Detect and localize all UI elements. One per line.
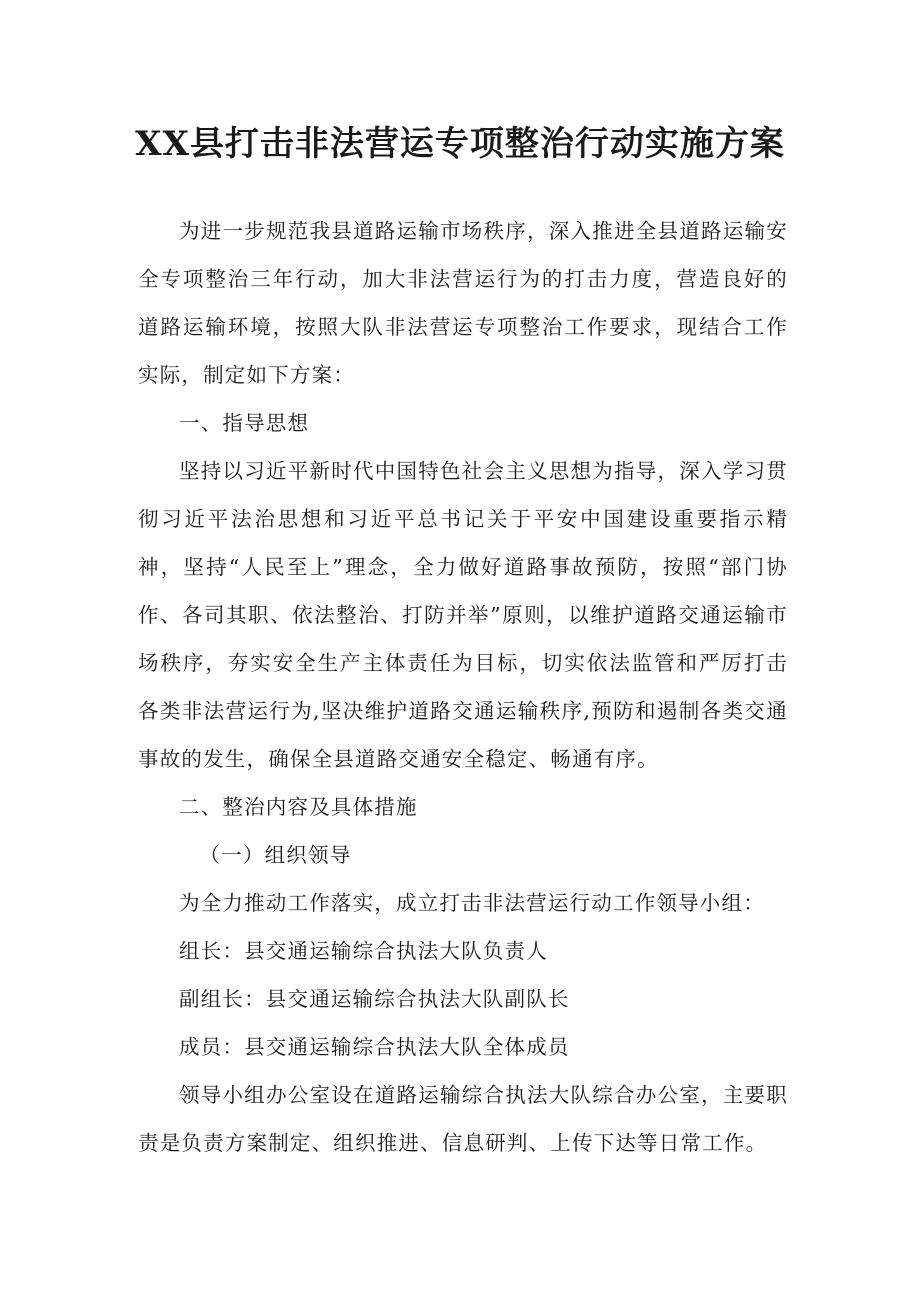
organization-lead-line: 为全力推动工作落实，成立打击非法营运行动工作领导小组：: [179, 891, 765, 915]
subsection-heading-organization: （一）组织领导: [199, 843, 352, 867]
deputy-leader-line: 副组长：县交通运输综合执法大队副队长: [179, 987, 570, 1011]
section-heading-guiding-thought: 一、指导思想: [179, 411, 310, 435]
office-paragraph: 领导小组办公室设在道路运输综合执法大队综合办公室，主要职责是负责方案制定、组织推进、信息研判、上传下达等日常工作。: [138, 1083, 788, 1155]
members-line: 成员：县交通运输综合执法大队全体成员: [179, 1035, 570, 1059]
guiding-thought-paragraph: 坚持以习近平新时代中国特色社会主义思想为指导，深入学习贯彻习近平法治思想和习近平总书记关于平安中国建设重要指示精神，坚持“人民至上”理念，全力做好道路事故预防，按照“部门协作、各司其职、依法整治、打防并举”原则，以维护道路交通运输市场秩序，夯实安全生产主体责任为目标，切实依法监管和严厉打击各类非法营运行为,坚决维护道路交通运输秩序,预防和遏制各类交通事故的发生，确保全县道路交通安全稳定、畅通有序。: [138, 459, 788, 771]
group-leader-line: 组长：县交通运输综合执法大队负责人: [179, 939, 548, 963]
section-heading-content-measures: 二、整治内容及具体措施: [179, 795, 418, 819]
document-body: [138, 207, 788, 1167]
intro-paragraph: 为进一步规范我县道路运输市场秩序，深入推进全县道路运输安全专项整治三年行动，加大非法营运行为的打击力度，营造良好的道路运输环境，按照大队非法营运专项整治工作要求，现结合工作实际，制定如下方案：: [138, 219, 788, 387]
document-title: XX县打击非法营运专项整治行动实施方案: [135, 124, 785, 164]
